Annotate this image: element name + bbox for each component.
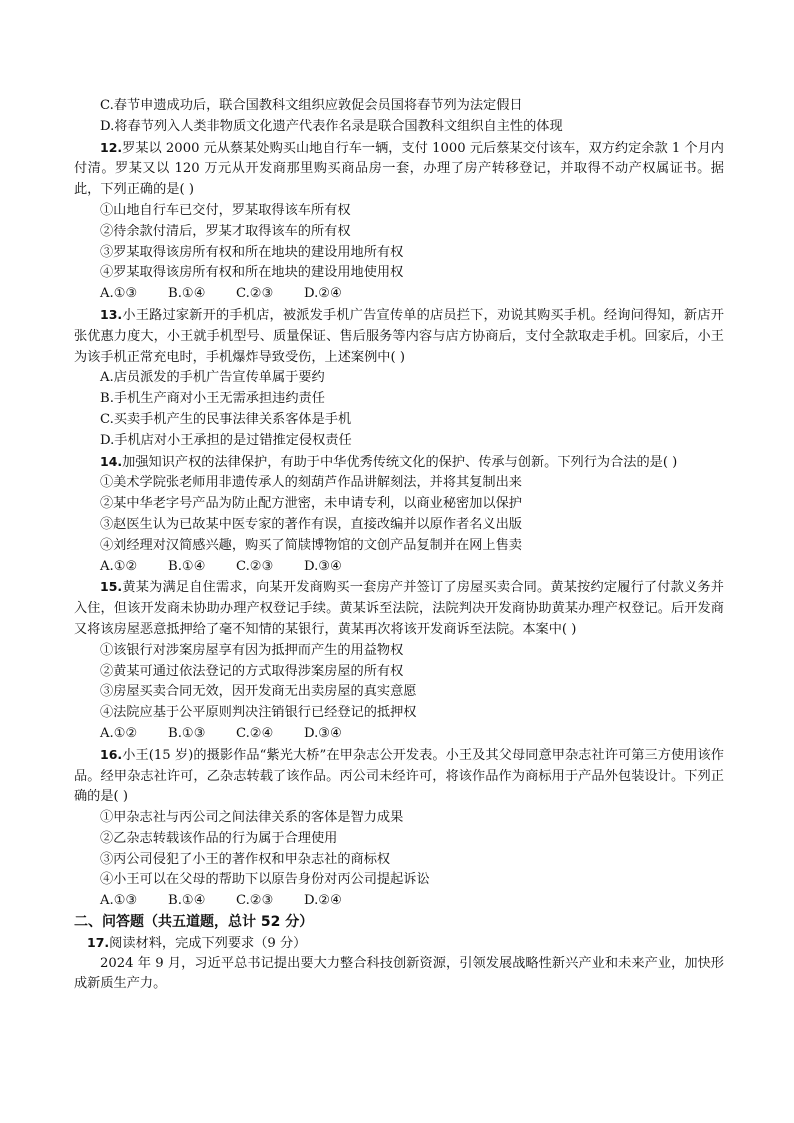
q14-statement-2: ②某中华老字号产品为防止配方泄密，未申请专利，以商业秘密加以保护 (100, 496, 522, 512)
q11-option-c: C.春节申遗成功后，联合国教科文组织应敦促会员国将春节列为法定假日 (100, 98, 523, 113)
q13-option-d: D.手机店对小王承担的是过错推定侵权责任 (100, 432, 352, 448)
q12-choice-a: A.①③ (100, 286, 138, 302)
q17-stem (74, 933, 724, 954)
q16-statement-3: ③丙公司侵犯了小王的著作权和甲杂志社的商标权 (100, 851, 391, 867)
q14-number: 14. (100, 453, 123, 469)
q13-option-a: A.店员派发的手机广告宣传单属于要约 (100, 370, 325, 386)
q14-stem (74, 452, 724, 474)
q14-statement-1: ①美术学院张老师用非遗传承人的刻葫芦作品讲解刻法，并将其复制出来 (100, 475, 522, 491)
q16-stem (74, 745, 724, 808)
q15-choice-d: D.③④ (304, 725, 342, 741)
q14-choice-d: D.③④ (304, 558, 342, 574)
q12-statement-4: ④罗某取得该房所有权和所在地块的建设用地使用权 (100, 265, 404, 281)
q11-option-d: D.将春节列入人类非物质文化遗产代表作名录是联合国教科文组织自主性的体现 (100, 118, 563, 134)
q12-number: 12. (100, 139, 123, 155)
q12-statement-3: ③罗某取得该房所有权和所在地块的建设用地所有权 (100, 244, 404, 260)
q15-stem (74, 577, 724, 640)
q13-stem-text: 小王路过家新开的手机店，被派发手机广告宣传单的店员拦下，劝说其购买手机。经询问得知，新店开张优惠力度大，小王就手机型号、质量保证、售后服务等内容与店方协商后，支付全款取走手机。回家后，小王为该手机正常充电时，手机爆炸导致受伤，上述案例中( ) (74, 307, 724, 365)
q15-choice-c: C.②④ (236, 725, 274, 741)
q17-material: 2024 年 9 月，习近平总书记提出要大力整合科技创新资源，引领发展战略性新兴产业和未来产业，加快形成新质生产力。 (74, 955, 724, 992)
q13-option-c: C.买卖手机产生的民事法律关系客体是手机 (100, 411, 352, 427)
q13-number: 13. (100, 306, 123, 322)
q15-statement-1: ①该银行对涉案房屋享有因为抵押而产生的用益物权 (100, 642, 404, 658)
q15-choices (74, 724, 724, 745)
exam-page (74, 96, 724, 995)
q12-choice-c: C.②③ (236, 286, 274, 302)
q12-choice-d: D.②④ (304, 286, 342, 302)
q14-choices (74, 557, 724, 578)
q16-stem-text: 小王(15 岁)的摄影作品“紫光大桥”在甲杂志公开发表。小王及其父母同意甲杂志社许可第三方使用该作品。经甲杂志社许可，乙杂志转载了该作品。丙公司未经许可，将该作品作为商标用于产品外包装设计。下列正确的是( ) (74, 747, 724, 805)
q14-choice-b: B.①④ (168, 558, 206, 574)
q12-choice-b: B.①④ (168, 286, 206, 302)
q17-stem-text: 阅读材料，完成下列要求（9 分） (109, 935, 307, 951)
q16-choice-b: B.①④ (168, 893, 206, 909)
q12-stem-text: 罗某以 2000 元从蔡某处购买山地自行车一辆，支付 1000 元后蔡某交付该车，双方约定余款 1 个月内付清。罗某又以 120 万元从开发商那里购买商品房一套，办理了房产转移登记，并取得不动产权属证书。据此，下列正确的是( ) (74, 140, 724, 198)
q17-number: 17. (87, 934, 110, 950)
q14-statement-4: ④刘经理对汉简感兴趣，购买了简牍博物馆的文创产品复制并在网上售卖 (100, 537, 522, 553)
q15-stem-text: 黄某为满足自住需求，向某开发商购买一套房产并签订了房屋买卖合同。黄某按约定履行了付款义务并入住，但该开发商未协助办理产权登记手续。黄某诉至法院，法院判决开发商协助黄某办理产权登记。后开发商又将该房屋恶意抵押给了毫不知情的某银行，黄某再次将该开发商诉至法院。本案中( ) (74, 580, 724, 637)
q16-choices (74, 891, 724, 912)
q15-statement-3: ③房屋买卖合同无效，因开发商无出卖房屋的真实意愿 (100, 684, 417, 700)
q14-choice-c: C.②③ (236, 558, 274, 574)
q16-number: 16. (100, 746, 123, 762)
q14-choice-a: A.①② (100, 558, 138, 574)
q13-option-b: B.手机生产商对小王无需承担违约责任 (100, 391, 325, 407)
q12-choices (74, 284, 724, 305)
q15-number: 15. (100, 579, 123, 595)
q16-choice-c: C.②③ (236, 893, 274, 909)
q13-stem (74, 305, 724, 368)
q16-statement-4: ④小王可以在父母的帮助下以原告身份对丙公司提起诉讼 (100, 872, 430, 888)
q15-statement-2: ②黄某可通过依法登记的方式取得涉案房屋的所有权 (100, 663, 404, 679)
q16-statement-1: ①甲杂志社与丙公司之间法律关系的客体是智力成果 (100, 810, 404, 826)
q15-statement-4: ④法院应基于公平原则判决注销银行已经登记的抵押权 (100, 705, 417, 721)
q12-stem (74, 138, 724, 201)
q16-choice-d: D.②④ (304, 893, 342, 909)
section-2-heading: 二、问答题（共五道题，总计 52 分） (74, 914, 314, 931)
q15-choice-b: B.①③ (168, 725, 206, 741)
q12-statement-1: ①山地自行车已交付，罗某取得该车所有权 (100, 202, 351, 218)
q14-statement-3: ③赵医生认为已故某中医专家的著作有误，直接改编并以原作者名义出版 (100, 516, 522, 532)
q14-stem-text: 加强知识产权的法律保护，有助于中华优秀传统文化的保护、传承与创新。下列行为合法的是( ) (122, 454, 678, 470)
q12-statement-2: ②待余款付清后，罗某才取得该车的所有权 (100, 223, 351, 239)
q16-choice-a: A.①③ (100, 893, 138, 909)
q15-choice-a: A.①② (100, 725, 138, 741)
q16-statement-2: ②乙杂志转载该作品的行为属于合理使用 (100, 830, 338, 846)
